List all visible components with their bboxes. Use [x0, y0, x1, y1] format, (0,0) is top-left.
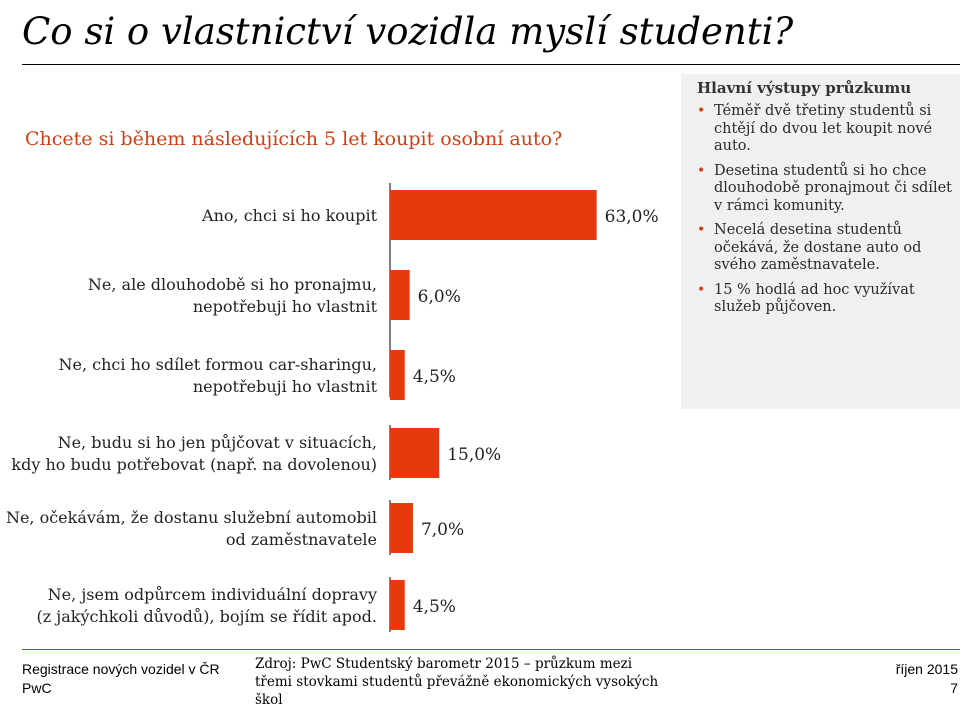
- bar: [390, 350, 405, 400]
- slide-title: Co si o vlastnictví vozidla myslí studenti?: [22, 10, 794, 53]
- finding-item: [697, 163, 954, 216]
- data-label: 63,0%: [604, 207, 659, 227]
- bar: [390, 190, 597, 240]
- footer-source: Zdroj: PwC Studentský barometr 2015 – průzkum mezi třemi stovkami studentů převážně ekonomických vysokých škol: [255, 656, 659, 708]
- bar: [390, 503, 413, 553]
- category-label: Ne, budu si ho jen půjčovat v situacích,: [57, 433, 377, 452]
- data-label: 6,0%: [417, 287, 461, 307]
- category-label: Ne, chci ho sdílet formou car-sharingu,: [58, 355, 377, 374]
- page-number: 7: [950, 680, 958, 696]
- footer-left: [22, 660, 220, 698]
- finding-text: 15 % hodlá ad hoc využívat služeb půjčoven.: [714, 281, 915, 315]
- bar: [390, 580, 405, 630]
- data-label: 7,0%: [420, 520, 465, 540]
- bullet-icon: •: [697, 281, 706, 298]
- footer-divider: [22, 649, 960, 650]
- finding-text: Desetina studentů si ho chce dlouhodobě pronajmout či sdílet v rámci komunity.: [714, 162, 952, 214]
- finding-text: Téměř dvě třetiny studentů si chtějí do dvou let koupit nové auto.: [714, 103, 933, 154]
- finding-item: [697, 222, 954, 275]
- data-label: 4,5%: [412, 597, 456, 617]
- finding-text: Necelá desetina studentů očekává, že dostane auto od svého zaměstnavatele.: [714, 222, 922, 273]
- category-label: Ne, ale dlouhodobě si ho pronajmu,: [87, 275, 377, 294]
- footer-date: říjen 2015: [895, 661, 958, 677]
- category-label: (z jakýchkoli důvodů), bojím se řídit apod.: [36, 607, 377, 626]
- category-label: nepotřebuji ho vlastnit: [192, 377, 377, 396]
- chart-title: Chcete si během následujících 5 let koupit osobní auto?: [25, 128, 563, 150]
- bar: [390, 270, 410, 320]
- category-label: od zaměstnavatele: [225, 530, 377, 549]
- bullet-icon: •: [697, 222, 706, 238]
- category-label: Ne, očekávám, že dostanu služební automobil: [5, 508, 377, 527]
- data-label: 4,5%: [412, 367, 456, 387]
- category-label: nepotřebuji ho vlastnit: [192, 297, 377, 316]
- finding-item: [697, 282, 954, 317]
- key-findings-panel: [681, 74, 960, 409]
- category-label: kdy ho budu potřebovat (např. na dovolenou): [11, 455, 377, 474]
- key-findings-title: Hlavní výstupy průzkumu: [697, 79, 912, 97]
- category-label: Ano, chci si ho koupit: [202, 206, 377, 225]
- bar: [390, 428, 439, 478]
- category-label: Ne, jsem odpůrcem individuální dopravy: [47, 585, 377, 604]
- finding-item: [697, 103, 954, 156]
- key-findings-list: [681, 103, 960, 317]
- footer-topic: Registrace nových vozidel v ČR: [22, 661, 220, 677]
- footer-right: [880, 660, 958, 698]
- bullet-icon: •: [697, 103, 706, 119]
- data-label: 15,0%: [447, 445, 502, 465]
- bullet-icon: •: [697, 162, 706, 179]
- footer-brand: PwC: [22, 680, 52, 696]
